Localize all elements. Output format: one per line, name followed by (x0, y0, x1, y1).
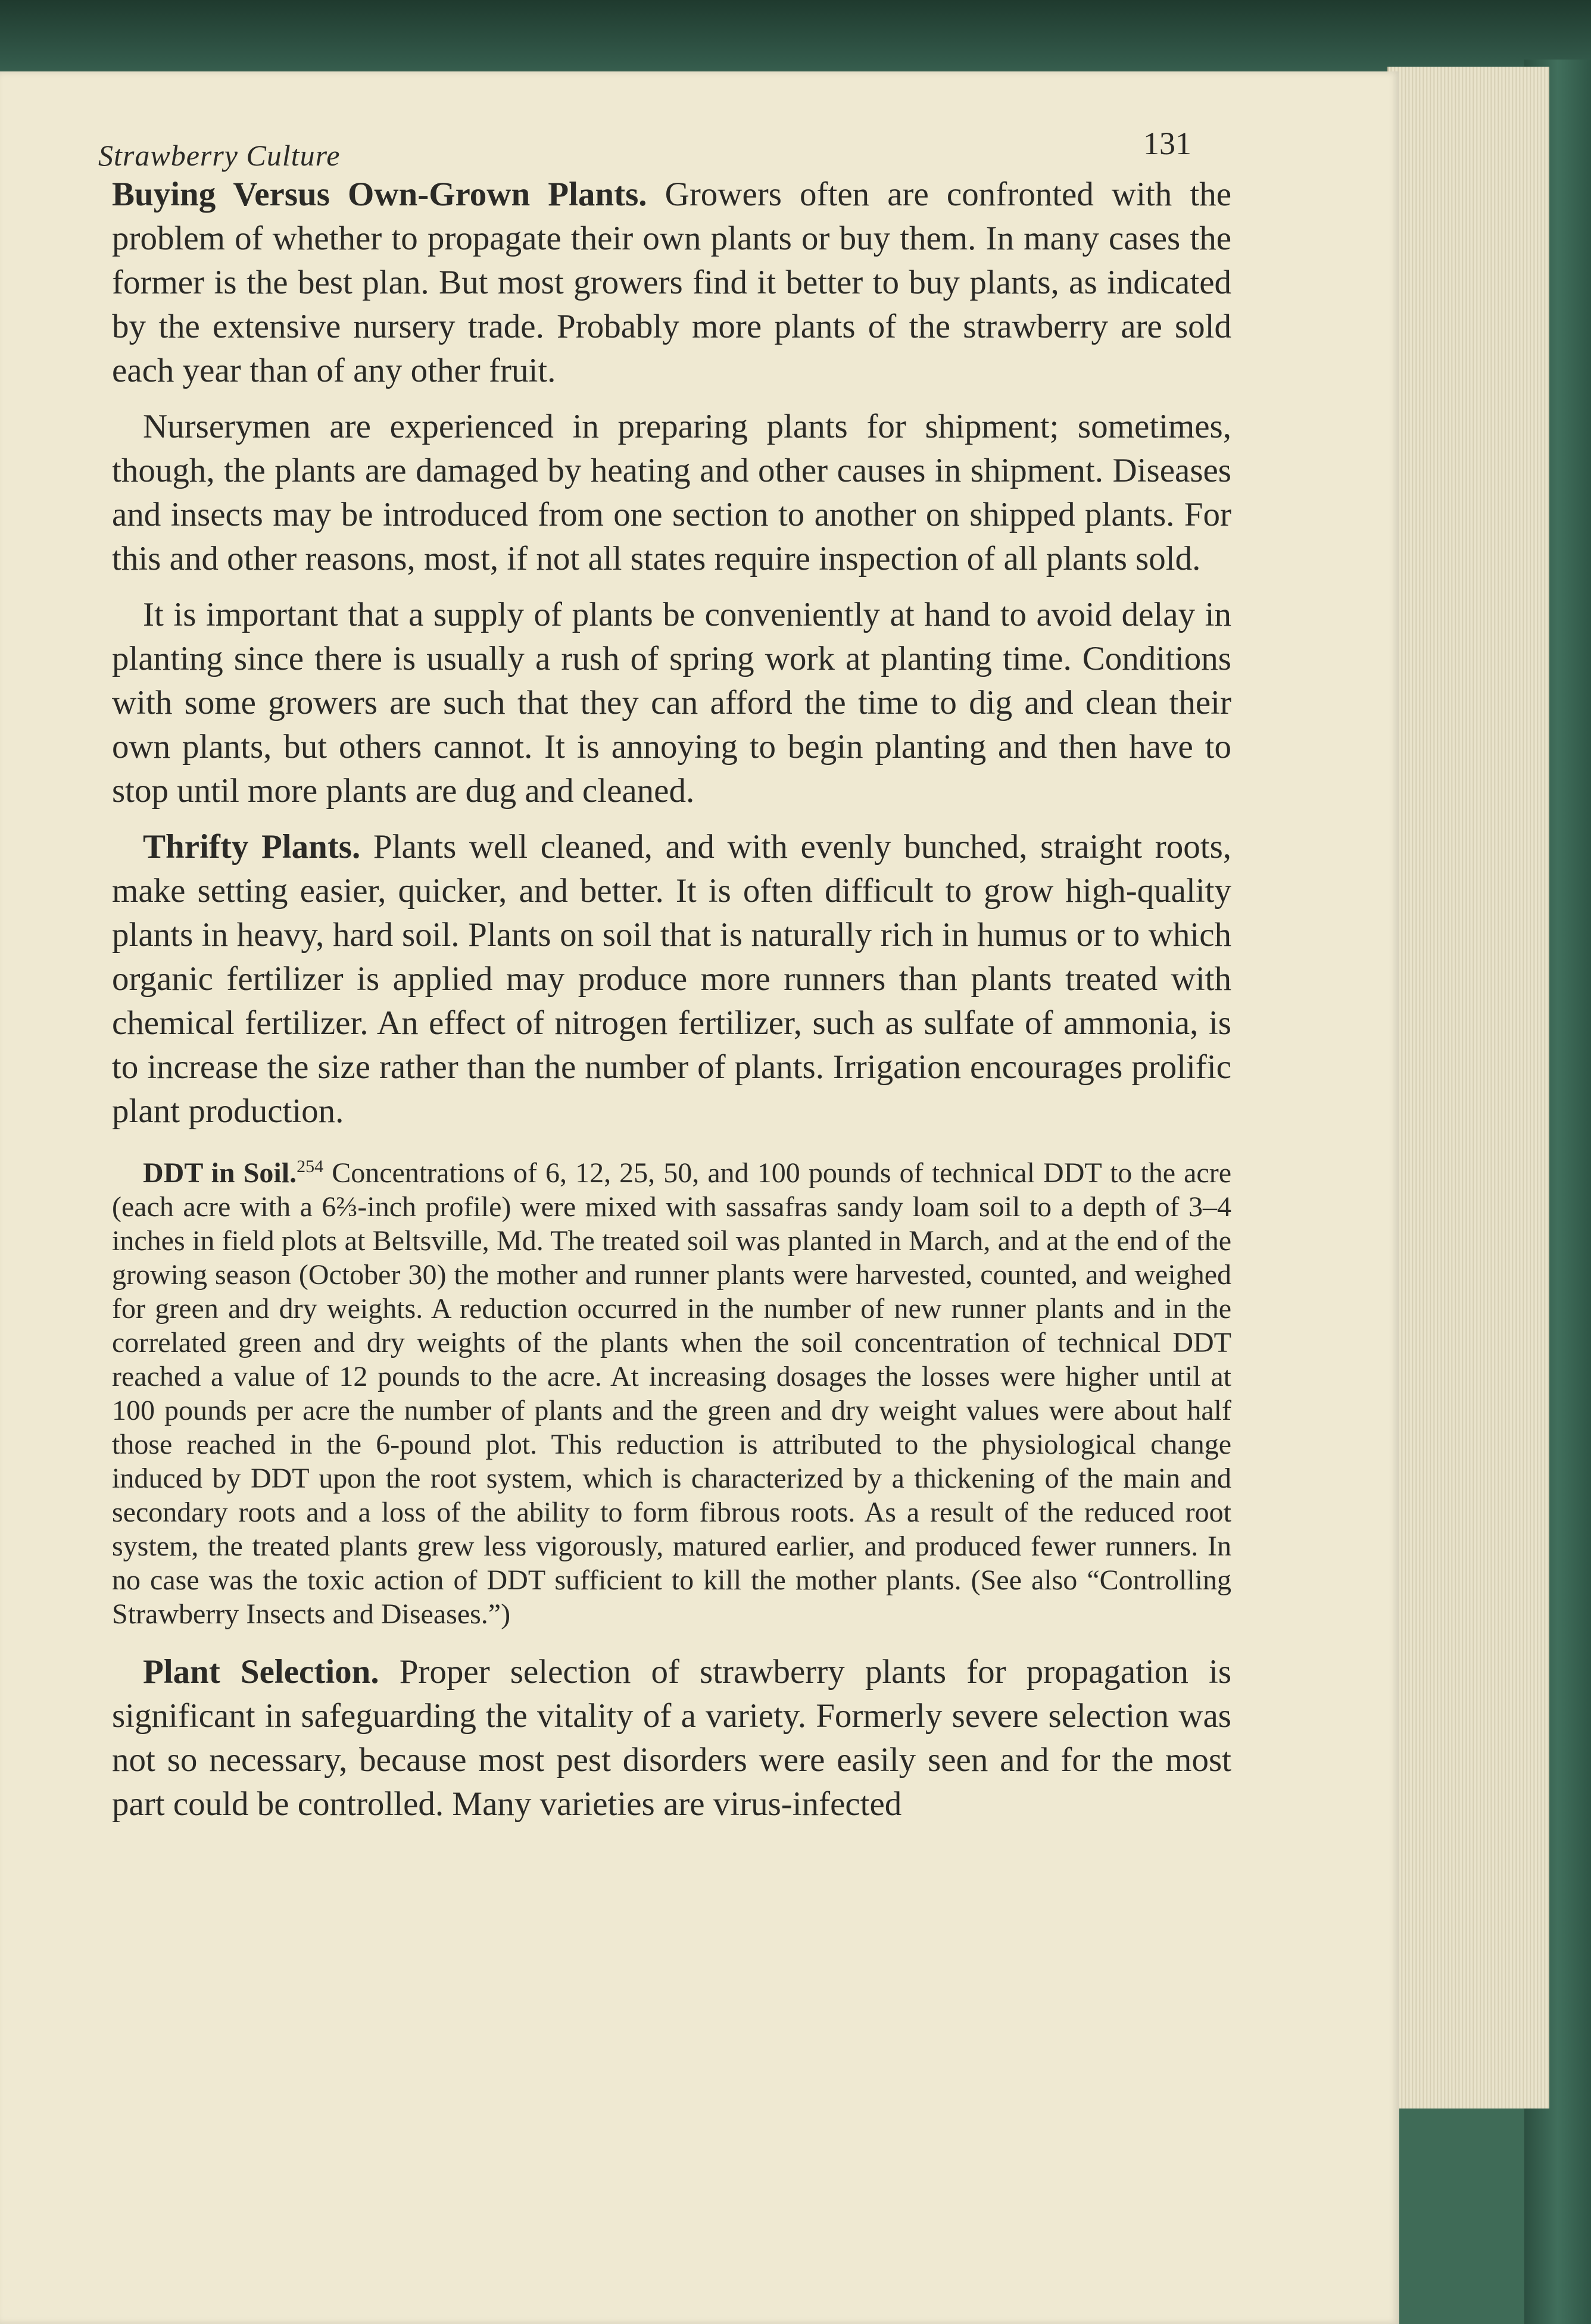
paragraph-text: Plants well cleaned, and with evenly bunched, straight roots, make setting easier, quicker, and better. It is often difficult to grow high-quality plants in heavy, hard soil. Plants on soil that is naturally rich in humus or to which organic fertilizer is applied may produce more runners than plants treated with chemical fertilizer. An effect of nitrogen fertilizer, such as sulfate of ammonia, is to increase the size rather than the number of plants. Irrigation encourages prolific plant production. (112, 828, 1232, 1130)
page-number: 131 (1143, 126, 1191, 161)
page-edges (1387, 67, 1549, 2109)
section-heading-thrifty: Thrifty Plants. (143, 828, 361, 866)
section-heading-buying: Buying Versus Own-Grown Plants. (112, 176, 647, 213)
paragraph-thrifty (112, 825, 1231, 1133)
paragraph-text: Growers often are confronted with the problem of whether to propagate their own plants or buy them. In many cases the former is the best plan. But most growers find it better to buy plants, as indicated by the extensive nursery trade. Probably more plants of the strawberry are sold each year than of any other fruit. (112, 176, 1231, 389)
paragraph-selection (112, 1650, 1231, 1826)
paragraph-text: Proper selection of strawberry plants for propagation is significant in safeguarding the vitality of a variety. Formerly severe selection was not so necessary, because most pest disorders were easily seen and for the most part could be controlled. Many varieties are virus-infected (112, 1653, 1232, 1823)
running-title: Strawberry Culture (98, 139, 341, 172)
paragraph-text: Concentrations of 6, 12, 25, 50, and 100 pounds of technical DDT to the acre (each acre with a 6⅔-inch profile) were mixed with sassafras sandy loam soil to a depth of 3–4 inches in field plots at Beltsville, Md. The treated soil was planted in March, and at the end of the growing season (October 30) the mother and runner plants were harvested, counted, and weighed for green and dry weights. A reduction occurred in the number of new runner plants and in the correlated green and dry weights of the plants when the soil concentration of technical DDT reached a value of 12 pounds to the acre. At increasing dosages the losses were higher until at 100 pounds per acre the number of plants and the green and dry weight values were about half those reached in the 6-pound plot. This reduction is attributed to the physiological change induced by DDT upon the root system, which is characterized by a thickening of the main and secondary roots and a loss of the ability to form fibrous roots. As a result of the reduced root system, the treated plants grew less vigorously, matured earlier, and produced fewer runners. In no case was the toxic action of DDT sufficient to kill the mother plants. (See also “Controlling Strawberry Insects and Diseases.”) (112, 1157, 1232, 1630)
footnote-reference: 254 (297, 1157, 324, 1176)
section-heading-selection: Plant Selection. (143, 1653, 379, 1691)
section-heading-ddt: DDT in Soil. (143, 1157, 297, 1189)
paragraph-supply: It is important that a supply of plants be conveniently at hand to avoid delay in planting since there is usually a rush of spring work at planting time. Conditions with some growers are such that they can afford the time to dig and clean their own plants, but others cannot. It is annoying to begin planting and then have to stop until more plants are dug and cleaned. (112, 596, 1231, 810)
paragraph-nurserymen: Nurserymen are experienced in preparing plants for shipment; sometimes, though, the plants are damaged by heating and other causes in shipment. Diseases and insects may be introduced from one section to another on shipped plants. For this and other reasons, most, if not all states require inspection of all plants sold. (112, 408, 1231, 577)
paragraph-buying (112, 173, 1231, 393)
paragraph-ddt (112, 1156, 1231, 1631)
page-body (112, 173, 1231, 1838)
